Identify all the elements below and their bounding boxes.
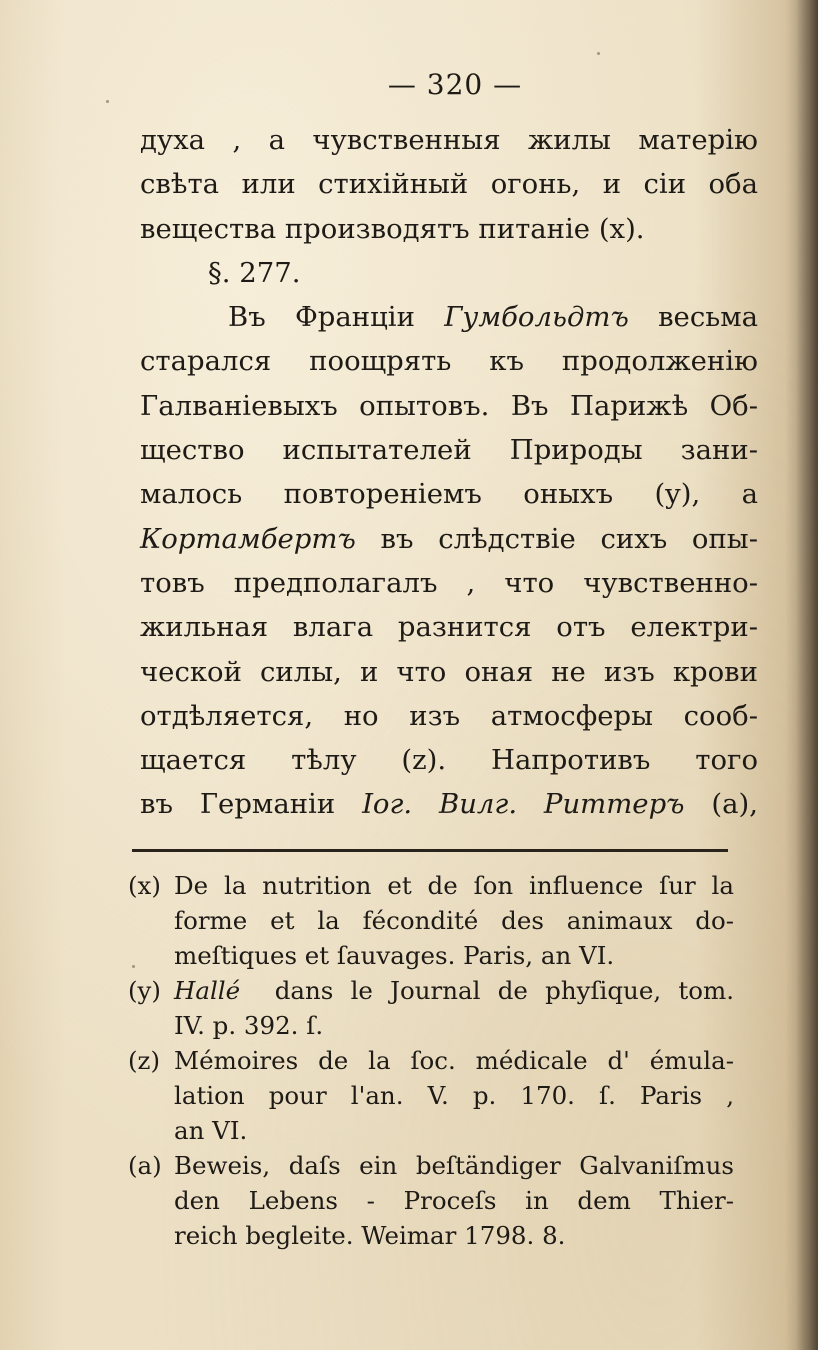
text-line	[140, 295, 758, 339]
footnote-line	[128, 1148, 734, 1183]
text-line: ческой силы, и что оная не изъ крови	[140, 655, 758, 688]
person-name: Іог. Вилг. Риттеръ	[362, 788, 685, 821]
text-fragment: въ Германіи	[140, 788, 336, 821]
text-line: старался поощрять къ продолженію	[140, 345, 758, 378]
footnote-line: an VI.	[174, 1116, 248, 1145]
footnote-marker: (a)	[128, 1151, 162, 1180]
text-line: свѣта или стихійный огонь, и сіи оба	[140, 168, 758, 201]
text-line: отдѣляется, но изъ атмосферы сооб-	[140, 699, 758, 732]
footnote-marker: (y)	[128, 976, 161, 1005]
footnote-marker: (z)	[128, 1046, 161, 1075]
footnote-marker: (x)	[128, 871, 161, 900]
footnote-line	[128, 1043, 734, 1078]
footnote-text: De la nutrition et de ſon influence ſur la	[174, 871, 734, 900]
text-line: вещества производятъ питаніе (x).	[140, 212, 645, 245]
text-line: малось повтореніемъ оныхъ (y), а	[140, 478, 758, 511]
footnotes	[128, 868, 734, 1253]
text-line: щается тѣлу (z). Напротивъ того	[140, 744, 758, 777]
footnote-z	[128, 1043, 734, 1148]
footnote-line: meſtiques et ſauvages. Paris, an VI.	[174, 941, 615, 970]
footnote-divider	[132, 849, 728, 852]
footnote-y	[128, 973, 734, 1043]
footnote-x	[128, 868, 734, 973]
footnote-author: Hallé	[174, 976, 241, 1005]
paper-speck	[597, 52, 600, 55]
footnote-line	[128, 973, 734, 1008]
footnote-line	[128, 868, 734, 903]
text-line: Галваніевыхъ опытовъ. Въ Парижѣ Об-	[140, 389, 758, 422]
footnote-text: Beweis, daſs ein beſtändiger Galvaniſmus	[174, 1151, 734, 1180]
text-line	[140, 782, 758, 826]
text-fragment: Въ Франціи	[228, 301, 415, 334]
footnote-line: lation pour l'an. V. p. 170. ſ. Paris ,	[174, 1081, 734, 1110]
text-line: щество испытателей Природы зани-	[140, 434, 758, 467]
footnote-line: IV. p. 392. ſ.	[174, 1011, 324, 1040]
footnote-line: reich begleite. Weimar 1798. 8.	[174, 1221, 566, 1250]
text-fragment: (a),	[711, 788, 758, 821]
page-edge-shadow	[796, 0, 818, 1350]
text-fragment: весьма	[658, 301, 758, 334]
footnote-a	[128, 1148, 734, 1253]
section-heading: §. 277.	[208, 256, 301, 289]
footnote-text: Mémoires de la ſoc. médicale d' émula-	[174, 1046, 734, 1075]
text-line: жильная влага разнится отъ електри-	[140, 611, 758, 644]
main-text	[140, 118, 758, 827]
footnote-line: forme et la fécondité des animaux do-	[174, 906, 734, 935]
text-line: духа , а чувственныя жилы матерію	[140, 124, 758, 156]
text-line	[140, 517, 758, 561]
text-fragment: въ слѣдствіе сихъ опы-	[380, 522, 758, 555]
page-number: — 320 —	[387, 68, 523, 101]
footnote-line: den Lebens - Proceſs in dem Thier-	[174, 1186, 734, 1215]
text-line: товъ предполагалъ , что чувственно-	[140, 566, 758, 599]
person-name: Кортамбертъ	[140, 522, 356, 555]
footnote-text: dans le Journal de phyſique, tom.	[274, 976, 734, 1005]
person-name: Гумбольдтъ	[444, 301, 629, 334]
